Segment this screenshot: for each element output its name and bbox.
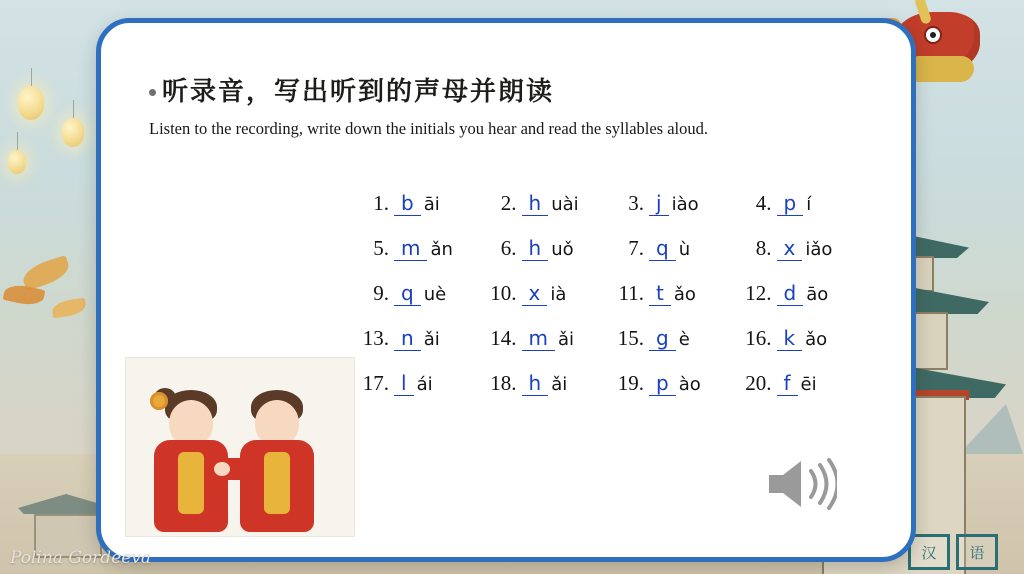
exercise-item[interactable] xyxy=(614,236,742,261)
exercise-final: ǎi xyxy=(423,329,440,350)
page-title-chinese xyxy=(149,71,554,108)
exercise-number: 3. xyxy=(628,191,644,215)
exercise-final: ào xyxy=(678,374,701,395)
exercise-item[interactable] xyxy=(742,281,870,306)
exercise-number: 8. xyxy=(755,236,772,260)
couple-illustration xyxy=(125,357,355,537)
exercise-number: 6. xyxy=(500,236,517,260)
exercise-initial-blank[interactable]: j xyxy=(649,193,669,216)
exercise-final: ù xyxy=(678,239,691,260)
exercise-initial-blank[interactable]: p xyxy=(649,373,676,396)
exercise-item[interactable] xyxy=(487,236,615,261)
exercise-number: 2. xyxy=(500,191,517,215)
exercise-final: ēi xyxy=(800,374,817,395)
exercise-item[interactable] xyxy=(359,326,487,351)
exercise-initial-blank[interactable]: f xyxy=(777,373,798,396)
exercise-item[interactable] xyxy=(359,371,487,396)
exercise-number: 15. xyxy=(617,326,644,350)
character-tile: 语 xyxy=(956,534,998,570)
exercise-number: 17. xyxy=(362,371,389,395)
exercise-item[interactable] xyxy=(487,371,615,396)
exercise-final: uài xyxy=(551,194,579,215)
exercise-item[interactable] xyxy=(487,281,615,306)
lantern-icon xyxy=(8,150,26,174)
exercise-number: 4. xyxy=(755,191,772,215)
exercise-number: 9. xyxy=(373,281,389,305)
exercise-number: 1. xyxy=(373,191,389,215)
exercise-initial-blank[interactable]: p xyxy=(777,193,804,216)
exercise-item[interactable] xyxy=(614,371,742,396)
exercise-final: ǎo xyxy=(673,284,696,305)
exercise-item[interactable] xyxy=(742,371,870,396)
speaker-icon[interactable] xyxy=(763,455,837,513)
lantern-icon xyxy=(18,86,44,120)
exercise-grid xyxy=(359,191,869,396)
exercise-number: 10. xyxy=(490,281,517,305)
exercise-item[interactable] xyxy=(742,236,870,261)
exercise-final: uǒ xyxy=(551,239,574,260)
exercise-number: 12. xyxy=(745,281,772,305)
exercise-final: āi xyxy=(423,194,440,215)
dragon-jaw-decor xyxy=(912,56,974,82)
exercise-final: āo xyxy=(806,284,829,305)
exercise-item[interactable] xyxy=(487,191,615,216)
page-title-chinese-text: 听录音，写出听到的声母并朗读 xyxy=(162,77,555,107)
content-card xyxy=(96,18,916,562)
exercise-initial-blank[interactable]: d xyxy=(777,283,804,306)
exercise-initial-blank[interactable]: m xyxy=(522,328,555,351)
exercise-initial-blank[interactable]: g xyxy=(649,328,676,351)
exercise-number: 13. xyxy=(362,326,389,350)
exercise-final: è xyxy=(678,329,690,350)
exercise-number: 7. xyxy=(628,236,644,260)
exercise-item[interactable] xyxy=(614,281,742,306)
exercise-initial-blank[interactable]: h xyxy=(522,193,549,216)
exercise-initial-blank[interactable]: k xyxy=(777,328,803,351)
exercise-number: 14. xyxy=(490,326,517,350)
exercise-number: 11. xyxy=(618,281,644,305)
exercise-initial-blank[interactable]: q xyxy=(394,283,421,306)
exercise-initial-blank[interactable]: n xyxy=(394,328,421,351)
exercise-item[interactable] xyxy=(614,191,742,216)
exercise-number: 5. xyxy=(373,236,389,260)
exercise-initial-blank[interactable]: m xyxy=(394,238,427,261)
exercise-final: í xyxy=(806,194,812,215)
character-tiles-decor xyxy=(908,534,998,570)
exercise-item[interactable] xyxy=(359,281,487,306)
exercise-final: ǎi xyxy=(557,329,575,350)
leaf-decor xyxy=(20,255,72,291)
exercise-item[interactable] xyxy=(742,326,870,351)
exercise-initial-blank[interactable]: l xyxy=(394,373,414,396)
exercise-item[interactable] xyxy=(487,326,615,351)
exercise-initial-blank[interactable]: x xyxy=(777,238,803,261)
robe-decor xyxy=(154,440,228,532)
exercise-number: 20. xyxy=(745,371,772,395)
exercise-item[interactable] xyxy=(359,236,487,261)
robe-decor xyxy=(240,440,314,532)
exercise-initial-blank[interactable]: h xyxy=(522,238,549,261)
exercise-item[interactable] xyxy=(614,326,742,351)
lantern-icon xyxy=(62,118,84,147)
exercise-final: ǎo xyxy=(805,329,828,350)
exercise-item[interactable] xyxy=(742,191,870,216)
bullet-icon xyxy=(149,89,156,96)
exercise-number: 16. xyxy=(745,326,772,350)
exercise-initial-blank[interactable]: q xyxy=(649,238,676,261)
person-groom-figure xyxy=(234,386,320,532)
exercise-initial-blank[interactable]: h xyxy=(522,373,549,396)
exercise-initial-blank[interactable]: x xyxy=(522,283,548,306)
exercise-final: uè xyxy=(423,284,447,305)
hand-decor xyxy=(214,462,230,476)
character-tile: 汉 xyxy=(908,534,950,570)
page-subtitle-english: Listen to the recording, write down the initials you hear and read the syllables aloud. xyxy=(149,119,709,138)
exercise-number: 18. xyxy=(490,371,517,395)
exercise-initial-blank[interactable]: t xyxy=(649,283,671,306)
exercise-item[interactable] xyxy=(359,191,487,216)
exercise-number: 19. xyxy=(617,371,644,395)
flower-icon xyxy=(150,392,168,410)
watermark: Polina Gordeeva xyxy=(10,548,152,568)
dragon-eye-decor xyxy=(924,26,942,44)
exercise-final: iǎo xyxy=(805,239,833,260)
exercise-final: ià xyxy=(550,284,567,305)
exercise-final: ǎi xyxy=(551,374,568,395)
exercise-final: ǎn xyxy=(430,239,453,260)
person-bride-figure xyxy=(148,386,234,532)
exercise-initial-blank[interactable]: b xyxy=(394,193,421,216)
exercise-final: ái xyxy=(416,374,433,395)
exercise-final: iào xyxy=(671,194,699,215)
